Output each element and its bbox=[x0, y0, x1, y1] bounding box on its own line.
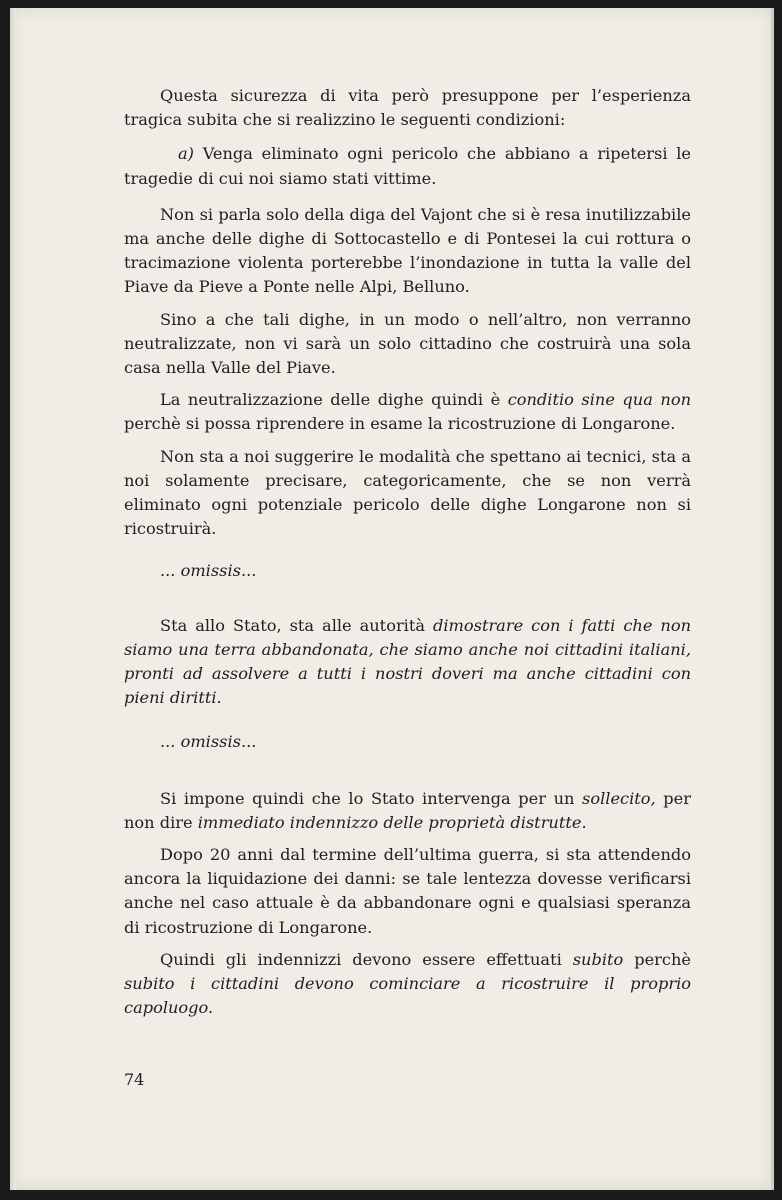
p10-italic-1: subito bbox=[572, 949, 624, 969]
paragraph-10 bbox=[124, 948, 691, 1021]
paragraph-9: Dopo 20 anni dal termine dell’ultima guerra, si sta attendendo ancora la liquidazione dei danni: se tale lentezza dovesse verificarsi anche nel caso attuale è da abbandonare ogni e qualsiasi speranza di ricostruzione di Longarone. bbox=[124, 845, 691, 937]
omissis-1: ... omissis... bbox=[160, 561, 257, 581]
p10-text-a: Quindi gli indennizzi devono essere effettuati bbox=[160, 949, 573, 969]
condition-marker: a) bbox=[178, 144, 194, 164]
p10-italic-2: subito i cittadini devono cominciare a ricostruire il proprio capoluogo. bbox=[124, 974, 691, 1018]
p10-text-b: perchè bbox=[623, 949, 691, 969]
condition-text: Venga eliminato ogni pericolo che abbiano a ripetersi le tragedie di cui noi siamo stati vittime. bbox=[124, 144, 691, 188]
paragraph-condition-a bbox=[124, 142, 691, 190]
body-text bbox=[124, 84, 691, 1029]
page-number: 74 bbox=[124, 1070, 145, 1089]
p8-italic-1: sollecito, bbox=[582, 788, 656, 808]
omissis-2: ... omissis... bbox=[160, 732, 257, 752]
page-edge-right bbox=[771, 8, 774, 1190]
page-edge-left bbox=[10, 8, 16, 1190]
paragraph-5 bbox=[124, 388, 691, 436]
p5-text-a: La neutralizzazione delle dighe quindi è bbox=[160, 390, 508, 410]
paragraph-7 bbox=[124, 614, 691, 711]
p7-italic: dimostrare con i fatti che non siamo una terra abbandonata, che siamo anche noi cittadini italiani, pronti ad assolvere a tutti i nostri doveri ma anche cittadini con pieni diritti. bbox=[124, 615, 691, 708]
p8-italic-2: immediato indennizzo delle proprietà distrutte. bbox=[197, 812, 587, 832]
paragraph-4: Sino a che tali dighe, in un modo o nell’altro, non verranno neutralizzate, non vi sarà un solo cittadino che costruirà una sola casa nella Valle del Piave. bbox=[124, 309, 691, 378]
paragraph-6: Non sta a noi suggerire le modalità che spettano ai tecnici, sta a noi solamente precisare, categoricamente, che se non verrà eliminato ogni potenziale pericolo delle dighe Longarone non si ricostruirà. bbox=[124, 446, 691, 539]
paragraph-8 bbox=[124, 787, 691, 835]
p5-text-b: perchè si possa riprendere in esame la ricostruzione di Longarone. bbox=[124, 414, 676, 434]
p8-text-b: per non dire bbox=[124, 788, 691, 832]
p7-text-a: Sta allo Stato, sta alle autorità bbox=[160, 615, 433, 635]
paragraph-3: Non si parla solo della diga del Vajont che si è resa inutilizzabile ma anche delle dighe di Sottocastello e di Pontesei la cui rottura o tracimazione violenta porterebbe l’inondazione in tutta la valle del Piave da Pieve a Ponte nelle Alpi, Belluno. bbox=[124, 204, 691, 297]
paragraph-1: Questa sicurezza di vita però presuppone per l’esperienza tragica subita che si realizzino le seguenti condizioni: bbox=[124, 86, 691, 130]
p5-italic: conditio sine qua non bbox=[507, 390, 691, 410]
p8-text-a: Si impone quindi che lo Stato intervenga per un bbox=[160, 788, 583, 808]
